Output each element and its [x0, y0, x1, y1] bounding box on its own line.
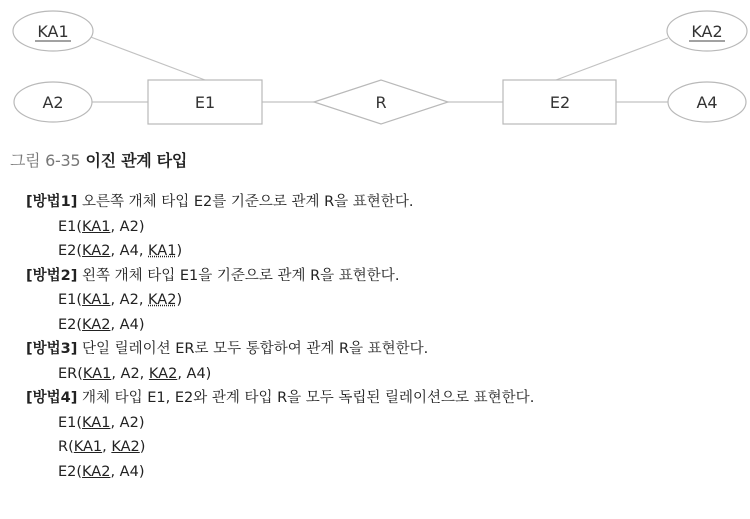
method-list	[26, 190, 534, 484]
primary-key: KA2	[82, 463, 111, 480]
primary-key: KA1	[82, 218, 111, 235]
primary-key: KA2	[82, 243, 111, 259]
edge-ka1-e1	[88, 36, 205, 80]
primary-key: KA2	[111, 439, 140, 455]
method-tag: [방법3]	[26, 341, 78, 357]
schema-text: , A2,	[111, 365, 149, 382]
relation-schema	[26, 215, 534, 240]
method-heading	[26, 337, 534, 362]
schema-text: E1(	[58, 218, 83, 235]
relation-schema	[26, 411, 534, 436]
relation-schema	[26, 313, 534, 338]
schema-text: )	[176, 292, 183, 308]
primary-key: KA2	[82, 316, 111, 333]
schema-text: , A4)	[177, 365, 212, 382]
attribute-a4-label: A4	[696, 93, 718, 112]
schema-text: , A4,	[110, 243, 149, 259]
method-tag: [방법1]	[26, 194, 78, 210]
schema-text: )	[139, 439, 146, 455]
method-description: 단일 릴레이션 ER로 모두 통합하여 관계 R을 표현한다.	[77, 341, 429, 357]
schema-text: R(	[58, 439, 74, 455]
attribute-ka2-label: KA2	[691, 22, 723, 41]
primary-key: KA1	[82, 414, 111, 431]
method-heading	[26, 190, 534, 215]
primary-key: KA1	[82, 292, 111, 308]
schema-text: E2(	[58, 463, 83, 480]
relation-schema	[26, 362, 534, 387]
relation-schema	[26, 239, 534, 264]
schema-text: , A4)	[110, 463, 145, 480]
attribute-a2-label: A2	[42, 93, 64, 112]
schema-text: ,	[102, 439, 112, 455]
method-description: 오른쪽 개체 타입 E2를 기준으로 관계 R을 표현한다.	[77, 194, 414, 210]
figure-caption	[10, 148, 187, 171]
method-heading	[26, 264, 534, 289]
entity-e1-label: E1	[194, 93, 216, 112]
schema-text: ER(	[58, 365, 83, 382]
method-tag: [방법4]	[26, 390, 78, 406]
schema-text: )	[176, 243, 183, 259]
foreign-key: KA1	[148, 243, 177, 259]
primary-key: KA1	[73, 439, 103, 455]
schema-text: , A2,	[110, 292, 149, 308]
attribute-ka1-label: KA1	[37, 22, 69, 41]
schema-text: E1(	[58, 292, 83, 308]
relationship-r-label: R	[375, 93, 387, 112]
method-description: 개체 타입 E1, E2와 관계 타입 R을 모두 독립된 릴레이션으로 표현한다.	[77, 390, 535, 406]
foreign-key: KA2	[148, 292, 177, 308]
schema-text: , A2)	[110, 218, 145, 235]
primary-key: KA2	[148, 365, 178, 382]
schema-text: E2(	[58, 316, 83, 333]
edge-ka2-e2	[556, 38, 668, 80]
schema-text: E1(	[58, 414, 83, 431]
relation-schema	[26, 460, 534, 485]
entity-e2-label: E2	[549, 93, 571, 112]
schema-text: , A2)	[110, 414, 145, 431]
primary-key: KA1	[82, 365, 112, 382]
figure-number: 그림 6-35	[10, 151, 81, 170]
relation-schema	[26, 435, 534, 460]
schema-text: E2(	[58, 243, 83, 259]
figure-title: 이진 관계 타입	[85, 151, 187, 170]
method-heading	[26, 386, 534, 411]
relation-schema	[26, 288, 534, 313]
method-tag: [방법2]	[26, 267, 78, 284]
method-description: 왼쪽 개체 타입 E1을 기준으로 관계 R을 표현한다.	[77, 267, 400, 284]
schema-text: , A4)	[110, 316, 145, 333]
er-diagram	[0, 0, 750, 140]
